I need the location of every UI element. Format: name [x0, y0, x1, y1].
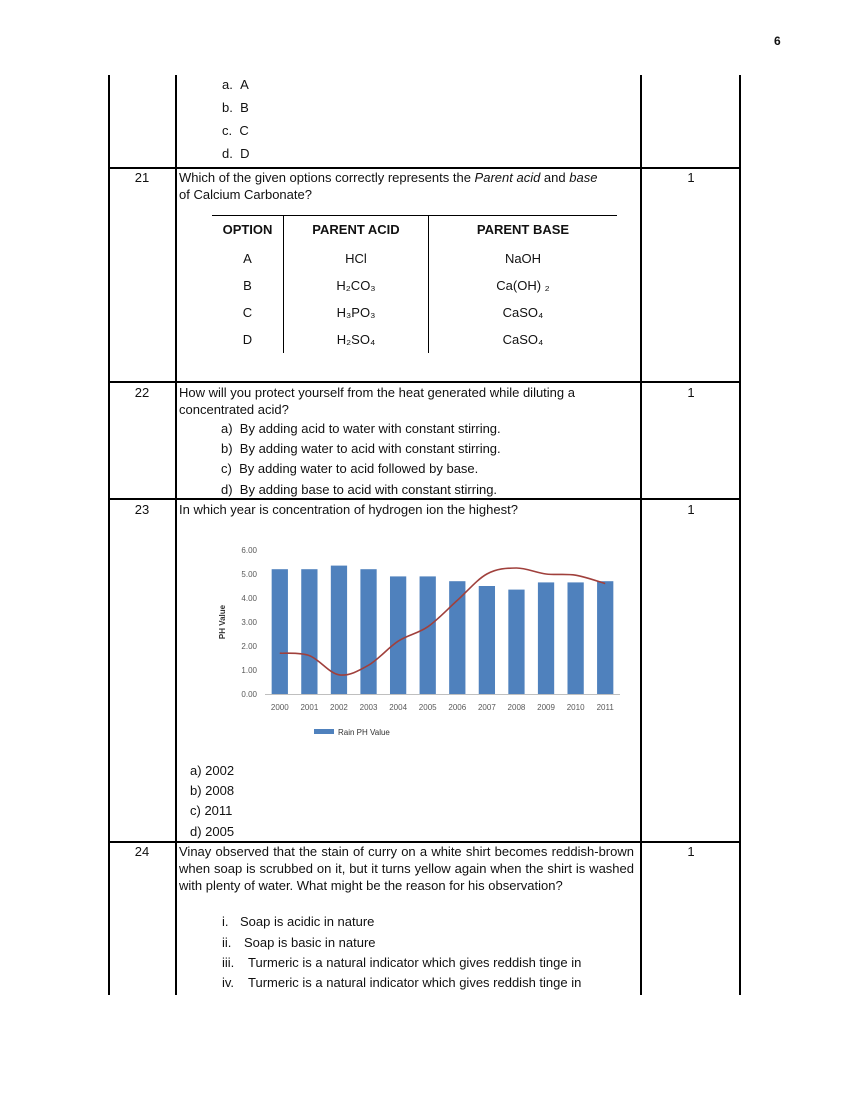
list-item: i. Soap is acidic in nature: [222, 914, 375, 929]
bar: [272, 569, 288, 694]
y-tick-label: 6.00: [241, 546, 257, 555]
bar: [479, 586, 495, 694]
x-tick-label: 2005: [418, 703, 437, 712]
x-tick-label: 2011: [596, 703, 614, 712]
question-text: Which of the given options correctly represents the Parent acid and base of Calcium Carbonate?: [179, 170, 598, 202]
table-header: OPTION: [212, 216, 284, 246]
x-tick-label: 2004: [389, 703, 408, 712]
bar: [567, 582, 583, 694]
page-number: 6: [774, 34, 781, 48]
bar: [360, 569, 376, 694]
x-tick-label: 2000: [270, 703, 289, 712]
list-item: iii. Turmeric is a natural indicator which gives reddish tinge in: [222, 955, 582, 970]
list-item: b) By adding water to acid with constant stirring.: [221, 441, 501, 456]
table-row: B H₂CO₃ Ca(OH) ₂: [212, 272, 617, 299]
list-item: d) 2005: [190, 824, 235, 839]
question-text: Vinay observed that the stain of curry on a white shirt becomes reddish-brown when soap is scrubbed on it, but it turns yellow again when the shirt is washed with plenty of water. What might be the reason for his observation?: [179, 844, 634, 893]
legend-swatch: [314, 729, 334, 734]
chart-svg: [180, 528, 630, 748]
x-tick-label: 2006: [448, 703, 467, 712]
question-text: In which year is concentration of hydrogen ion the highest?: [179, 502, 518, 517]
question-number: 21: [134, 170, 150, 185]
list-item: d) By adding base to acid with constant stirring.: [221, 482, 498, 497]
question-text: How will you protect yourself from the heat generated while diluting a concentrated acid?: [179, 385, 575, 417]
question-marks: 1: [687, 844, 695, 859]
x-tick-label: 2002: [330, 703, 348, 712]
y-tick-label: 4.00: [241, 594, 257, 603]
y-tick-label: 1.00: [241, 666, 257, 675]
table-row: C H₃PO₃ CaSO₄: [212, 299, 617, 326]
y-tick-label: 2.00: [241, 642, 257, 651]
y-tick-label: 0.00: [241, 690, 257, 699]
table-divider-qnum: [175, 75, 177, 995]
bar: [538, 582, 554, 694]
x-tick-label: 2001: [300, 703, 319, 712]
y-axis-label: PH Value: [218, 604, 227, 640]
question-marks: 1: [687, 170, 695, 185]
list-item: c) By adding water to acid followed by base.: [221, 461, 479, 476]
question-number: 23: [134, 502, 150, 517]
list-item: a) 2002: [190, 763, 235, 778]
bar: [508, 590, 524, 694]
list-item: ii. Soap is basic in nature: [222, 935, 376, 950]
row-divider: [109, 498, 741, 500]
bar: [390, 576, 406, 694]
table-header: PARENT ACID: [284, 216, 429, 246]
list-item: d. D: [222, 146, 250, 161]
row-divider: [109, 381, 741, 383]
bar: [597, 581, 613, 694]
y-tick-label: 5.00: [241, 570, 257, 579]
bar: [449, 581, 465, 694]
question-number: 22: [134, 385, 150, 400]
x-tick-label: 2010: [566, 703, 585, 712]
list-item: b. B: [222, 100, 249, 115]
legend-label: Rain PH Value: [338, 728, 390, 737]
y-tick-label: 3.00: [241, 618, 257, 627]
x-tick-label: 2007: [477, 703, 496, 712]
list-item: c. C: [222, 123, 249, 138]
list-item: a. A: [222, 77, 249, 92]
question-marks: 1: [687, 502, 695, 517]
table-header: PARENT BASE: [429, 216, 618, 246]
bar: [420, 576, 436, 694]
list-item: b) 2008: [190, 783, 235, 798]
ph-chart: [180, 528, 630, 748]
question-marks: 1: [687, 385, 695, 400]
x-tick-label: 2008: [507, 703, 526, 712]
question-number: 24: [134, 844, 150, 859]
table-row: D H₂SO₄ CaSO₄: [212, 326, 617, 353]
list-item: iv. Turmeric is a natural indicator which gives reddish tinge in: [222, 975, 582, 990]
x-tick-label: 2003: [359, 703, 378, 712]
series-line: [280, 568, 605, 675]
list-item: c) 2011: [190, 803, 233, 818]
acid-base-table: [212, 215, 617, 353]
bar: [301, 569, 317, 694]
list-item: a) By adding acid to water with constant stirring.: [221, 421, 501, 436]
table-row: A HCl NaOH: [212, 245, 617, 272]
x-tick-label: 2009: [537, 703, 555, 712]
